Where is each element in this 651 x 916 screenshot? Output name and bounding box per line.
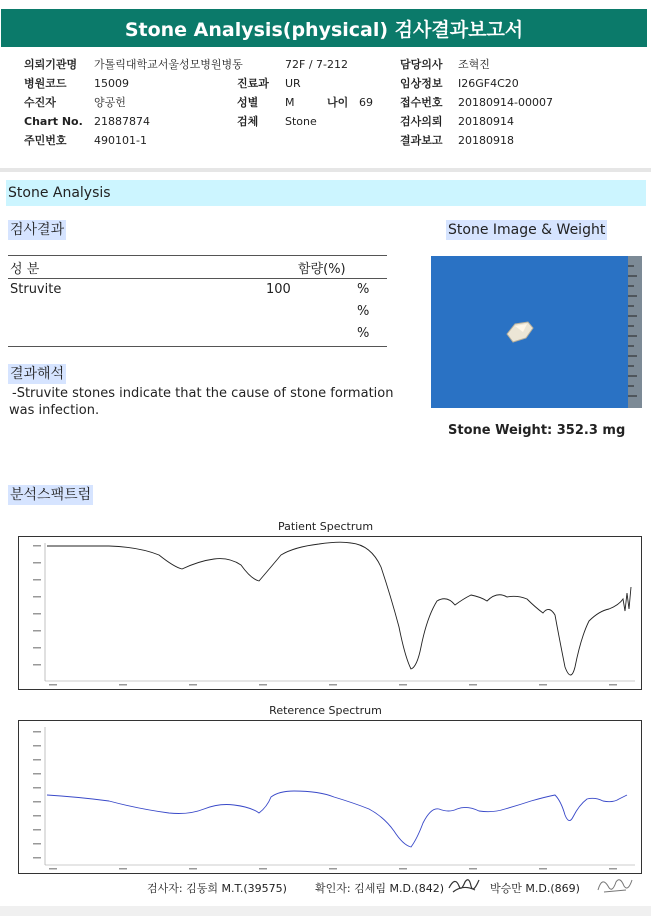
stone-photo (431, 256, 642, 408)
info-value: 490101-1 (94, 134, 147, 147)
section-divider (0, 168, 651, 172)
patient-spectrum-title: Patient Spectrum (277, 520, 374, 533)
info-label: Chart No. (24, 115, 83, 128)
tester-text: 검사자: 김동희 M.T.(39575) (147, 882, 287, 895)
col-content-header: 함량(%) (298, 262, 346, 277)
info-label: 임상정보 (400, 77, 443, 90)
specimen-label: 검체 (237, 115, 259, 128)
reference-spectrum-chart (18, 720, 642, 874)
sex-label: 성별 (237, 96, 259, 109)
table-row-unit: % (357, 282, 370, 297)
reference-spectrum-title: Reterence Spectrum (269, 704, 382, 717)
info-label: 결과보고 (400, 134, 443, 147)
info-label: 수진자 (24, 96, 56, 109)
table-bottom-rule (8, 346, 387, 347)
info-value: 20180914-00007 (458, 96, 553, 109)
dept-value: UR (285, 77, 301, 90)
dept-label: 진료과 (237, 77, 269, 90)
ward-value: 72F / 7-212 (285, 58, 348, 71)
info-right-column (400, 55, 553, 150)
col-component-header: 성 분 (10, 262, 40, 277)
info-value: I26GF4C20 (458, 77, 519, 90)
specimen-value: Stone (285, 115, 317, 128)
info-label: 주민번호 (24, 134, 67, 147)
table-row-name: Struvite (10, 282, 62, 297)
stone-photo-graphic (431, 256, 642, 408)
interpretation-text: -Struvite stones indicate that the cause of stone formation (12, 386, 394, 401)
stone-weight: Stone Weight: 352.3 mg (448, 423, 626, 438)
info-label: 의뢰기관명 (24, 58, 78, 71)
table-header-rule (8, 278, 387, 279)
spectrum-heading: 분석스팩트럼 (10, 487, 92, 503)
interpretation-text: was infection. (9, 403, 100, 418)
info-value: 양공헌 (94, 96, 126, 109)
reference-spectrum-graphic (19, 721, 641, 873)
reviewer-signature-icon (594, 872, 634, 896)
patient-spectrum-chart (18, 536, 642, 690)
reviewer-text: 박승만 M.D.(869) (490, 882, 580, 895)
table-row-unit: % (357, 326, 370, 341)
confirmer-signature-icon (445, 874, 485, 896)
info-value: 15009 (94, 77, 129, 90)
table-row-unit: % (357, 304, 370, 319)
info-value: 가톨릭대학교서울성모병원병동 (94, 58, 243, 71)
confirmer-text: 확인자: 김세림 M.D.(842) (315, 882, 444, 895)
report-title: Stone Analysis(physical) 검사결과보고서 (1, 9, 647, 47)
table-row-value: 100 (266, 282, 291, 297)
info-label: 접수번호 (400, 96, 443, 109)
info-middle-column (237, 55, 373, 131)
info-value: 20180914 (458, 115, 514, 128)
info-value: 21887874 (94, 115, 150, 128)
info-value: 조혁진 (458, 58, 490, 71)
interpretation-heading: 결과해석 (10, 366, 65, 382)
result-heading: 검사결과 (10, 222, 65, 238)
patient-spectrum-graphic (19, 537, 641, 689)
info-left-column (24, 55, 243, 150)
info-value: 20180918 (458, 134, 514, 147)
info-label: 병원코드 (24, 77, 67, 90)
age-value: 69 (359, 96, 373, 109)
age-label: 나이 (327, 96, 349, 109)
table-top-rule (8, 255, 387, 256)
image-weight-heading: Stone Image & Weight (448, 222, 606, 238)
stone-analysis-heading: Stone Analysis (6, 180, 646, 206)
sex-value: M (285, 96, 295, 109)
info-label: 검사의뢰 (400, 115, 443, 128)
info-label: 담당의사 (400, 58, 443, 71)
